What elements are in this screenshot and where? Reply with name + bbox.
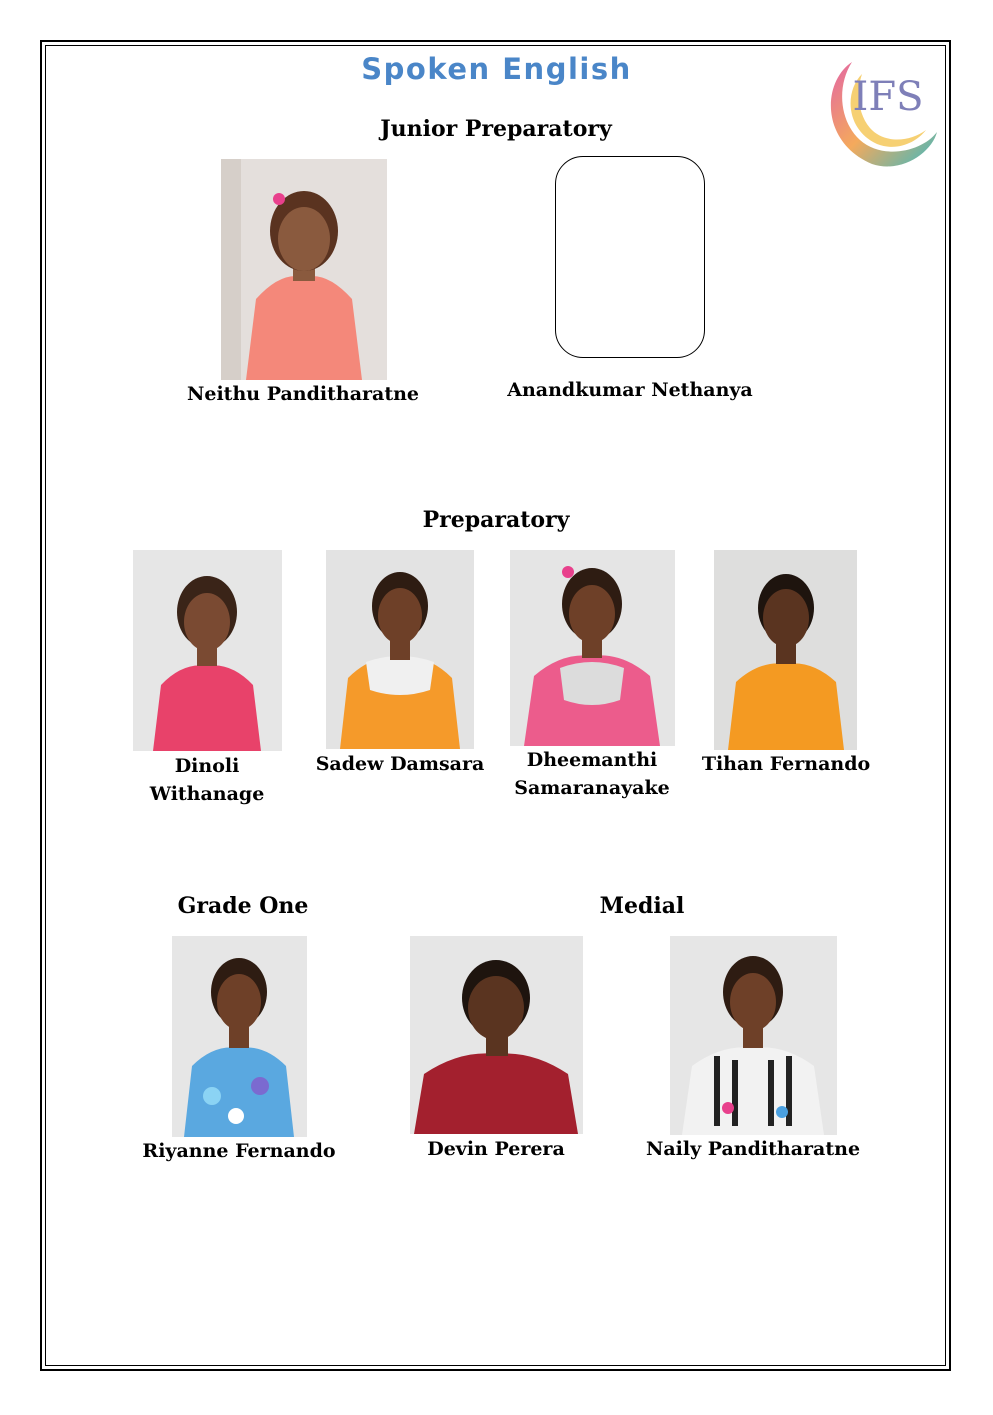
photo-sadew-damsara [326, 550, 474, 749]
name-dheemanthi-samaranayake [482, 746, 702, 802]
name-line-2: Withanage [149, 783, 265, 805]
name-tihan-fernando: Tihan Fernando [701, 753, 871, 775]
name-line-1: Dinoli [174, 755, 240, 777]
name-riyanne-fernando: Riyanne Fernando [142, 1140, 336, 1162]
name-line-1: Dheemanthi [526, 749, 658, 771]
name-dinoli-withanage [107, 752, 307, 808]
name-sadew-damsara: Sadew Damsara [315, 753, 485, 775]
name-neithu-panditharatne: Neithu Panditharatne [187, 383, 419, 405]
svg-text:IFS: IFS [852, 74, 924, 120]
heading-junior-preparatory: Junior Preparatory [380, 116, 612, 142]
photo-dheemanthi-samaranayake [510, 550, 675, 746]
heading-grade-one: Grade One [177, 893, 309, 919]
photo-placeholder-anandkumar-nethanya [555, 156, 705, 358]
name-anandkumar-nethanya: Anandkumar Nethanya [507, 379, 753, 401]
name-devin-perera: Devin Perera [427, 1138, 565, 1160]
photo-tihan-fernando [714, 550, 857, 750]
photo-dinoli-withanage [133, 550, 282, 751]
heading-medial: Medial [599, 893, 685, 919]
ifs-logo [822, 52, 940, 172]
photo-naily-panditharatne [670, 936, 837, 1135]
name-naily-panditharatne: Naily Panditharatne [645, 1138, 861, 1160]
photo-neithu-panditharatne [221, 159, 387, 380]
photo-devin-perera [410, 936, 583, 1134]
photo-riyanne-fernando [172, 936, 307, 1137]
name-line-2: Samaranayake [514, 777, 670, 799]
heading-preparatory: Preparatory [422, 507, 570, 533]
page-title: Spoken English [361, 52, 632, 86]
